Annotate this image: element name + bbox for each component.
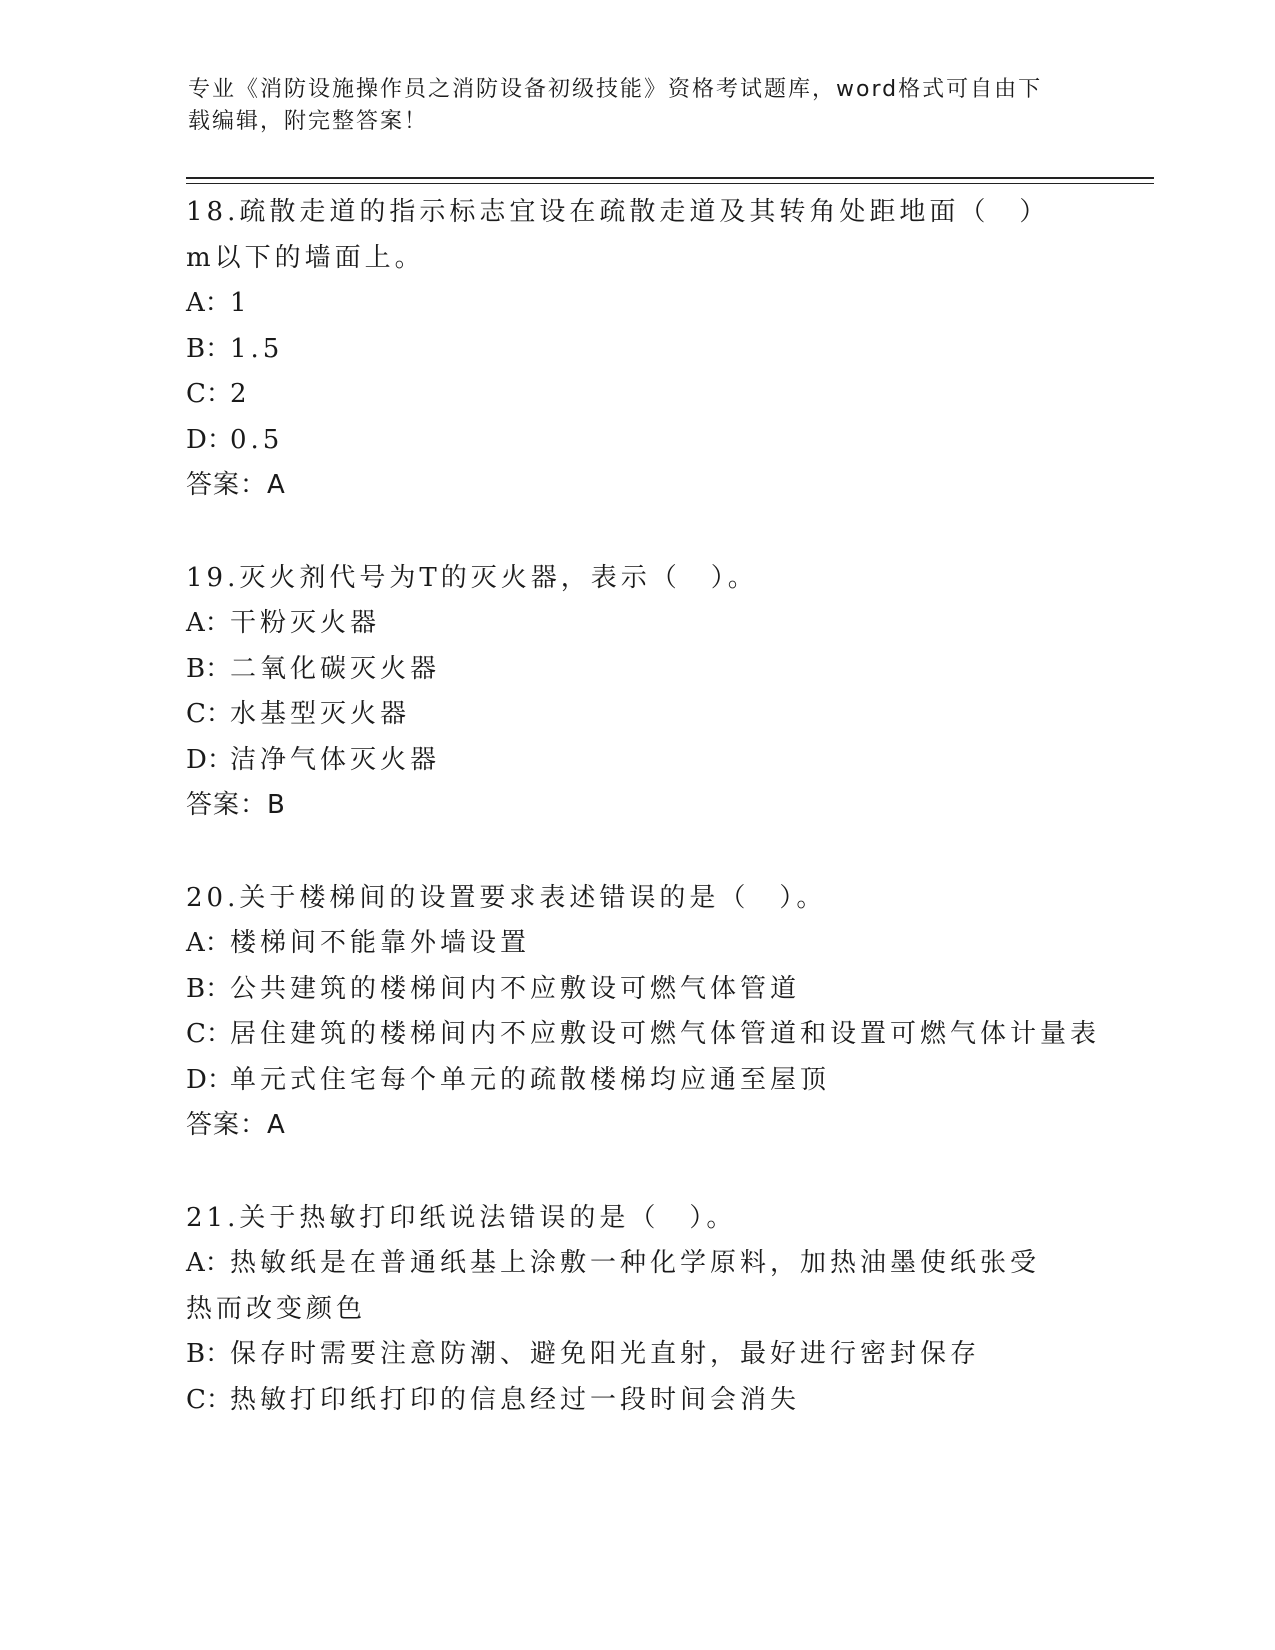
- page-header: [188, 74, 1068, 138]
- header-rule-thick: [186, 177, 1154, 179]
- answer-line: 答案：B: [186, 790, 286, 820]
- question-list: [186, 190, 1101, 1470]
- option-a: [186, 281, 1086, 327]
- header-line-2: 载编辑，附完整答案！: [188, 109, 429, 134]
- option-text: 水基型灭火器: [230, 699, 411, 729]
- answer-line: 答案：A: [186, 1110, 286, 1140]
- option-text: 0.5: [230, 424, 284, 455]
- option-d: [186, 738, 1086, 784]
- question-19: [186, 556, 1086, 829]
- option-c: [186, 1378, 1086, 1424]
- option-b: [186, 967, 1086, 1013]
- option-d: [186, 418, 1086, 464]
- option-text: 1.5: [230, 333, 284, 364]
- option-text: 干粉灭火器: [230, 608, 381, 638]
- option-b: [186, 647, 1086, 693]
- question-stem: 18.疏散走道的指示标志宜设在疏散走道及其转角处距地面（ ）m以下的墙面上。: [186, 197, 1050, 273]
- option-key: A：: [186, 1248, 231, 1278]
- option-key: B：: [186, 1339, 232, 1369]
- option-text: 二氧化碳灭火器: [230, 653, 441, 684]
- question-20: [186, 876, 1101, 1149]
- option-key: C：: [186, 379, 232, 409]
- option-a: [186, 601, 1086, 647]
- header-line-1: 专业《消防设施操作员之消防设备初级技能》资格考试题库，word格式可自由下: [188, 77, 1043, 102]
- header-rule-thin: [186, 183, 1154, 184]
- option-d: [186, 1058, 1086, 1104]
- option-key: C：: [186, 699, 232, 729]
- option-key: A：: [186, 608, 231, 638]
- option-key: D：: [186, 1064, 233, 1095]
- option-text: 公共建筑的楼梯间内不应敷设可燃气体管道: [230, 973, 801, 1004]
- option-text: 热敏纸是在普通纸基上涂敷一种化学原料，加热油墨使纸张受热而改变颜色: [186, 1248, 1041, 1324]
- option-key: C：: [186, 1384, 232, 1415]
- option-key: B：: [186, 333, 232, 364]
- option-text: 单元式住宅每个单元的疏散楼梯均应通至屋顶: [230, 1064, 831, 1095]
- option-text: 居住建筑的楼梯间内不应敷设可燃气体管道和设置可燃气体计量表: [230, 1019, 1101, 1049]
- option-text: 楼梯间不能靠外墙设置: [230, 928, 531, 958]
- option-key: D：: [186, 744, 233, 775]
- question-stem: 19.灭火剂代号为T的灭火器，表示（ ）。: [186, 562, 758, 593]
- question-21: [186, 1196, 1086, 1424]
- option-c: [186, 372, 1086, 418]
- option-a: [186, 1241, 1066, 1332]
- question-stem: 21.关于热敏打印纸说法错误的是（ ）。: [186, 1202, 737, 1233]
- option-text: 洁净气体灭火器: [230, 744, 441, 775]
- option-b: [186, 327, 1086, 373]
- option-text: 2: [230, 379, 251, 409]
- option-text: 1: [230, 288, 251, 318]
- option-key: D：: [186, 424, 233, 455]
- option-c: [186, 692, 1086, 738]
- option-text: 热敏打印纸打印的信息经过一段时间会消失: [230, 1384, 801, 1415]
- option-b: [186, 1332, 1086, 1378]
- option-text: 保存时需要注意防潮、避免阳光直射，最好进行密封保存: [230, 1339, 981, 1369]
- option-key: A：: [186, 288, 231, 318]
- question-18: [186, 190, 1086, 509]
- option-key: A：: [186, 928, 231, 958]
- option-c: [186, 1012, 1101, 1058]
- option-key: B：: [186, 653, 232, 684]
- option-a: [186, 921, 1086, 967]
- option-key: C：: [186, 1019, 232, 1049]
- question-stem: 20.关于楼梯间的设置要求表述错误的是（ ）。: [186, 882, 827, 913]
- answer-line: 答案：A: [186, 470, 286, 500]
- option-key: B：: [186, 973, 232, 1004]
